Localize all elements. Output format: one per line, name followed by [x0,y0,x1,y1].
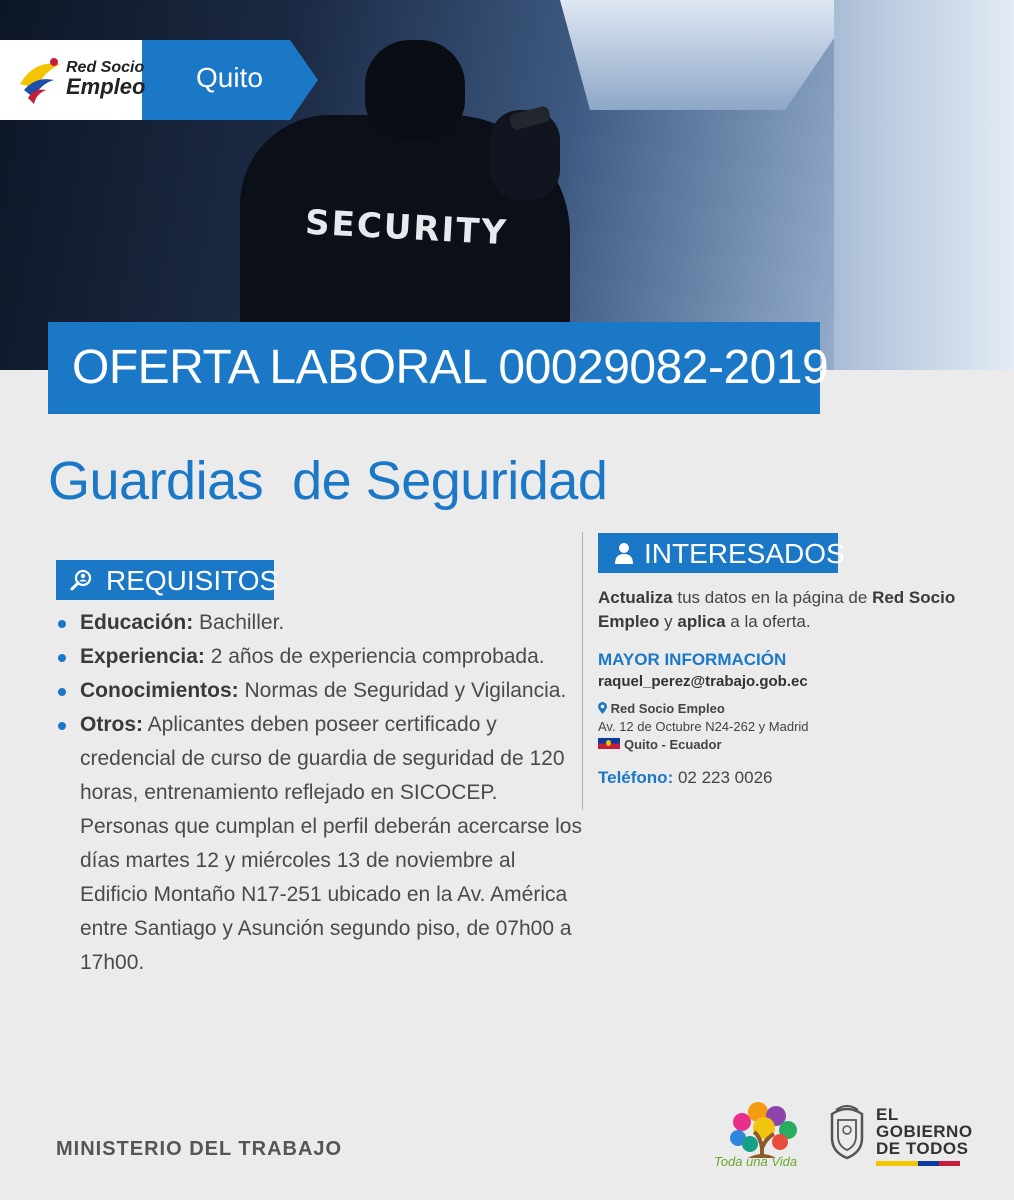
gov-line3: DE TODOS [876,1139,969,1158]
bullet-icon [58,654,66,662]
interested-heading [598,533,845,573]
interested-heading-label: INTERESADOS [644,538,845,569]
office-city: Quito - Ecuador [624,737,722,752]
item-text: 2 años de experiencia comprobada. [204,645,545,668]
office-address: Av. 12 de Octubre N24-262 y Madrid [598,719,809,734]
phone-number[interactable]: 02 223 0026 [673,768,773,787]
item-text: Aplicantes deben poseer certificado y credencial de curso de guardia de seguridad de 120 horas, entrenamiento reflejado en SICOCEP. [80,713,565,804]
guard-head [365,40,465,140]
list-item [56,708,586,810]
job-title: Guardias de Seguridad [48,451,608,511]
office-address-block [598,700,809,754]
contact-email[interactable]: raquel_perez@trabajo.gob.ec [598,673,808,690]
gov-line2: GOBIERNO [876,1122,973,1141]
jacket-security-text: SECURITY [304,202,509,254]
item-label: Experiencia: [80,645,205,668]
item-label: Educación: [80,611,194,634]
tree-caption: Toda una Vida [714,1154,798,1169]
ecuador-coat-of-arms-icon [822,1104,872,1160]
hallway-ceiling [560,0,860,110]
offer-banner [48,322,829,414]
logo-box [0,40,146,120]
instruction-text: tus datos en la página de [672,588,873,607]
instruction-text: y [659,612,678,631]
office-name-line [598,700,809,718]
interested-instructions [598,586,998,634]
phone-line [598,768,773,788]
instruction-bold: Red Socio Empleo [598,588,956,631]
requirements-list [56,606,586,980]
list-item [56,640,586,674]
logo-line2: Empleo [66,74,146,99]
flag-color-bar [876,1161,960,1166]
hallway-wall [834,0,1014,370]
item-text: Bachiller. [193,611,285,634]
bullet-icon [58,722,66,730]
phone-label: Teléfono: [598,768,674,787]
logo-line1: Red Socio [66,59,145,76]
list-item [56,606,586,640]
bullet-icon [58,620,66,628]
requirements-note: Personas que cumplan el perfil deberán acercarse los días martes 12 y miércoles 13 de noviembre al Edificio Montaño N17-251 ubicado en la Av. América entre Santiago y Asunción segundo piso, de 07h00 a 17h00. [80,815,582,974]
bullet-icon [58,688,66,696]
instruction-bold: Actualiza [598,588,673,607]
item-label: Conocimientos: [80,679,239,702]
instruction-bold: aplica [677,612,726,631]
item-text: Normas de Seguridad y Vigilancia. [238,679,567,702]
gov-line1: EL [876,1105,899,1124]
list-item [56,674,586,708]
requirements-heading-label: REQUISITOS [106,565,279,596]
more-info-heading: MAYOR INFORMACIÓN [598,650,787,669]
office-name: Red Socio Empleo [610,701,725,716]
logo-text [66,60,145,98]
brand-ribbon [0,40,318,120]
quito-flag-icon [598,738,620,749]
gobierno-de-todos-logo [876,1106,973,1166]
item-label: Otros: [80,713,143,736]
user-icon [612,541,636,565]
requirements-heading [56,560,279,600]
magnifier-user-icon [70,568,94,592]
red-socio-empleo-logo-icon [14,54,66,106]
ministry-label: MINISTERIO DEL TRABAJO [56,1138,343,1160]
instruction-text: a la oferta. [725,612,811,631]
city-label: Quito [196,62,263,93]
offer-title: OFERTA LABORAL 00029082-2019 [72,341,829,394]
location-pin-icon [598,702,607,714]
office-city-line [598,736,809,754]
